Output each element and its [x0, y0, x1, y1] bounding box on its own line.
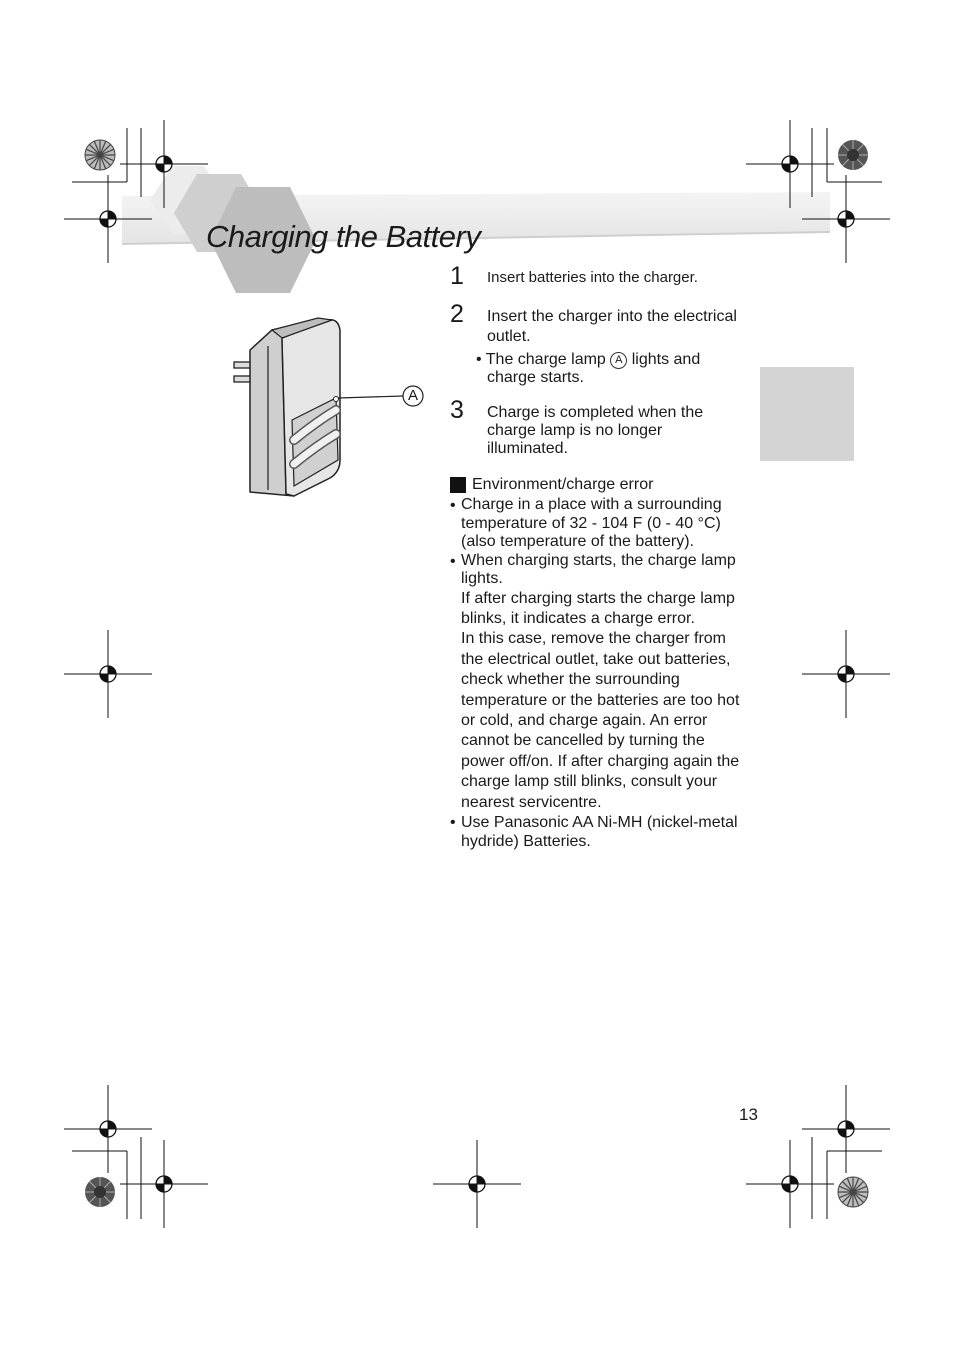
note-text: When charging starts, the charge lamp lights.: [461, 551, 736, 587]
step-note-line: charge starts.: [487, 369, 584, 386]
step-number: 3: [450, 396, 464, 424]
note-text: In this case, remove the charger from the electrical outlet, take out batteries, check whether the surrounding temperature or the batteries are too hot or cold, and charge again. An error cannot be cancelled by turning the power off/on. If after charging again the charge lamp still blinks, consult your nearest servicentre.: [461, 630, 740, 811]
page-number: 13: [739, 1105, 758, 1124]
list-item: [450, 813, 750, 851]
callout-label: A: [407, 387, 418, 404]
step-note-text: lights and: [631, 351, 701, 368]
lamp-marker: A: [610, 352, 627, 369]
notes-list: [450, 496, 750, 851]
section-heading-text: Environment/charge error: [472, 476, 654, 493]
step-text: Insert batteries into the charger.: [487, 269, 698, 286]
bullet: •: [450, 813, 456, 831]
bullet: •: [450, 552, 456, 570]
battery-charger-illustration: [220, 310, 430, 510]
step-number: 1: [450, 262, 464, 290]
section-heading: [450, 475, 653, 495]
step-note-line: [476, 350, 700, 370]
square-marker-icon: [450, 477, 466, 493]
bullet: •: [476, 351, 482, 368]
note-text: If after charging starts the charge lamp blinks, it indicates a charge error.: [461, 589, 735, 627]
list-item: [450, 552, 750, 813]
note-text: Charge in a place with a surrounding temperature of 32 - 104 F (0 - 40 °C) (also temperature of the battery).: [461, 496, 722, 550]
page-title: Charging the Battery: [206, 219, 481, 254]
chapter-tab: [760, 367, 854, 461]
note-text: Use Panasonic AA Ni-MH (nickel-metal hydride) Batteries.: [461, 813, 738, 850]
step-text: Charge is completed when the charge lamp is no longer illuminated.: [487, 404, 704, 457]
list-item: [450, 496, 750, 552]
step-number: 2: [450, 300, 464, 328]
step-note-text: The charge lamp: [485, 351, 606, 368]
step-text: Insert the charger into the electrical outlet.: [487, 308, 737, 345]
bullet: •: [450, 497, 456, 514]
